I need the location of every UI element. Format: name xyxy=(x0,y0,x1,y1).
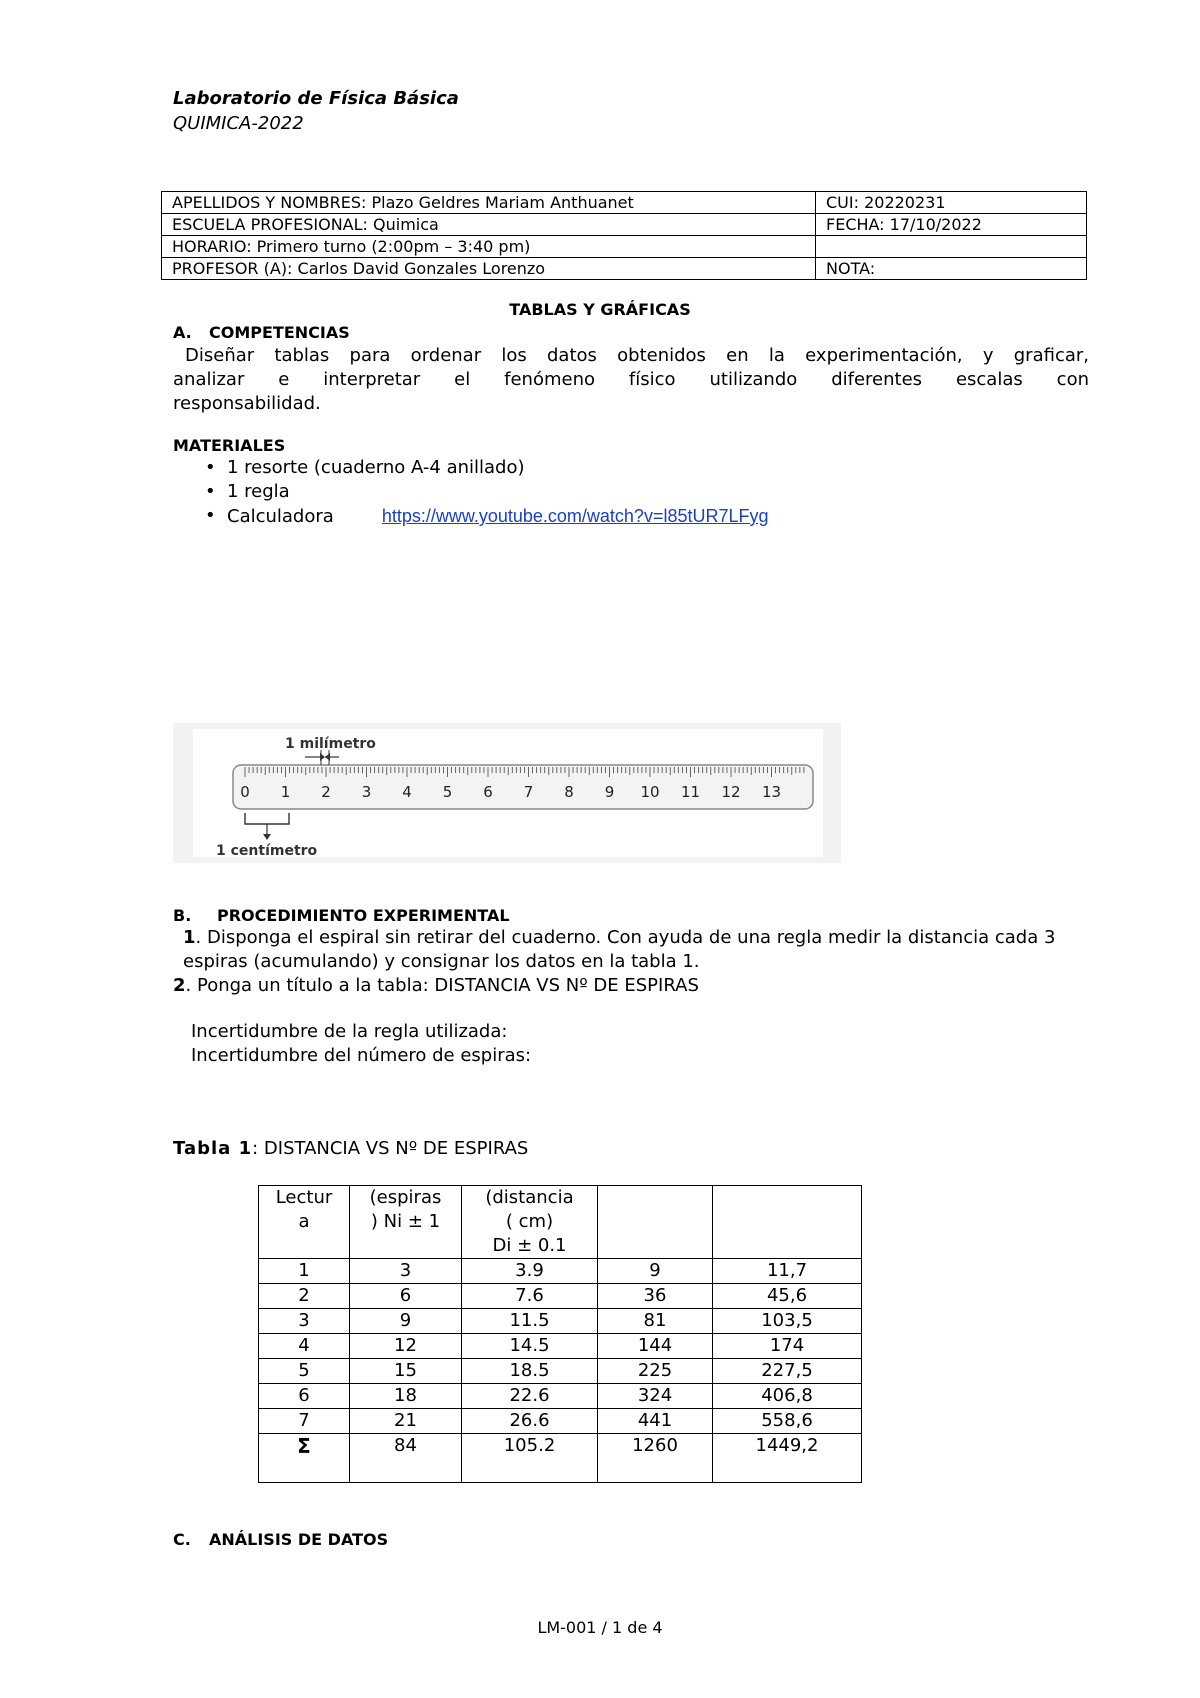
header-line: ) Ni ± 1 xyxy=(370,1211,441,1232)
table-cell: 324 xyxy=(598,1384,713,1409)
bullet-icon: • xyxy=(205,481,216,502)
ruler-number: 10 xyxy=(640,783,660,801)
table-cell: 45,6 xyxy=(713,1284,862,1309)
paragraph-line: Diseñar tablas para ordenar los datos obtenidos en la experimentación, y graficar, xyxy=(185,345,1089,366)
youtube-link[interactable]: https://www.youtube.com/watch?v=l85tUR7LFyg xyxy=(381,506,769,526)
procedure-step-1 xyxy=(173,926,1089,974)
procedimiento-heading xyxy=(173,906,510,925)
table-cell: 36 xyxy=(598,1284,713,1309)
grade-cell: NOTA: xyxy=(816,258,1087,280)
info-row xyxy=(162,214,1087,236)
table-cell: 18 xyxy=(350,1384,462,1409)
list-item xyxy=(205,456,769,480)
ruler-number: 3 xyxy=(361,783,372,801)
ruler-number: 4 xyxy=(402,783,412,801)
info-row xyxy=(162,192,1087,214)
table-cell: 2 xyxy=(259,1284,350,1309)
data-table xyxy=(258,1185,862,1483)
ruler-svg xyxy=(173,695,841,863)
table-cell: 22.6 xyxy=(462,1384,598,1409)
ruler-number: 9 xyxy=(604,783,615,801)
table-caption xyxy=(173,1138,528,1159)
heading-text: PROCEDIMIENTO EXPERIMENTAL xyxy=(217,906,510,925)
list-item xyxy=(205,480,769,504)
table-cell: 9 xyxy=(598,1259,713,1284)
item-text: 1 regla xyxy=(227,481,290,502)
table-cell: 7.6 xyxy=(462,1284,598,1309)
list-item xyxy=(205,504,769,528)
caption-label: Tabla 1 xyxy=(173,1138,253,1159)
table-cell: 1260 xyxy=(598,1434,713,1483)
materials-list xyxy=(205,456,769,528)
header-cell xyxy=(350,1186,462,1259)
header-line: a xyxy=(298,1211,310,1232)
heading-text: ANÁLISIS DE DATOS xyxy=(209,1530,389,1549)
table-cell: 81 xyxy=(598,1309,713,1334)
sigma-cell: Σ xyxy=(259,1434,350,1483)
section-number: A. xyxy=(173,323,192,342)
header-line: ( cm) xyxy=(505,1211,554,1232)
item-text: 1 resorte (cuaderno A-4 anillado) xyxy=(227,457,525,478)
bullet-icon: • xyxy=(205,457,216,478)
ruler-number: 0 xyxy=(240,783,250,801)
table-cell: 3 xyxy=(259,1309,350,1334)
table-cell: 227,5 xyxy=(713,1359,862,1384)
table-cell: 7 xyxy=(259,1409,350,1434)
millimeter-label: 1 milímetro xyxy=(285,736,376,752)
header-line: (espiras xyxy=(369,1187,442,1208)
section-number: B. xyxy=(173,906,192,925)
student-name-cell: APELLIDOS Y NOMBRES: Plazo Geldres Mariam Anthuanet xyxy=(162,192,816,214)
section-number: C. xyxy=(173,1530,191,1549)
header-line: Di ± 0.1 xyxy=(492,1235,567,1256)
table-cell: 1449,2 xyxy=(713,1434,862,1483)
table-cell: 84 xyxy=(350,1434,462,1483)
table-cell: 11.5 xyxy=(462,1309,598,1334)
table-cell: 406,8 xyxy=(713,1384,862,1409)
date-cell: FECHA: 17/10/2022 xyxy=(816,214,1087,236)
table-cell: 6 xyxy=(259,1384,350,1409)
table-row xyxy=(259,1384,862,1409)
section-title: TABLAS Y GRÁFICAS xyxy=(509,300,691,319)
bullet-icon: • xyxy=(205,505,216,526)
header-line: (distancia xyxy=(485,1187,574,1208)
header-cell xyxy=(462,1186,598,1259)
analisis-heading xyxy=(173,1530,388,1549)
competencias-heading xyxy=(173,323,350,342)
cui-cell: CUI: 20220231 xyxy=(816,192,1087,214)
table-cell: 5 xyxy=(259,1359,350,1384)
ruler-number: 13 xyxy=(761,783,782,801)
table-cell: 14.5 xyxy=(462,1334,598,1359)
paragraph-line: responsabilidad. xyxy=(173,393,321,414)
table-header-row xyxy=(259,1186,862,1259)
table-row xyxy=(259,1409,862,1434)
ruler-number: 11 xyxy=(680,783,701,801)
table-cell: 4 xyxy=(259,1334,350,1359)
document-subtitle: QUIMICA-2022 xyxy=(173,113,304,134)
caption-text: : DISTANCIA VS Nº DE ESPIRAS xyxy=(252,1138,529,1159)
step-text: . Disponga el espiral sin retirar del cuaderno. Con ayuda de una regla medir la distancia cada 3 espiras (acumulando) y consignar los datos en la tabla 1. xyxy=(183,927,1056,972)
ruler-number: 12 xyxy=(721,783,741,801)
centimeter-label: 1 centímetro xyxy=(216,843,318,859)
table-row xyxy=(259,1284,862,1309)
table-cell: 11,7 xyxy=(713,1259,862,1284)
table-cell: 105.2 xyxy=(462,1434,598,1483)
table-cell: 1 xyxy=(259,1259,350,1284)
item-text: Calculadora xyxy=(227,506,334,527)
empty-cell xyxy=(816,236,1087,258)
step-text: . Ponga un título a la tabla: DISTANCIA VS Nº DE ESPIRAS xyxy=(185,975,699,996)
competencias-paragraph xyxy=(173,344,1089,416)
step-number: 1 xyxy=(183,927,196,948)
uncertainty-block xyxy=(191,1020,531,1068)
table-cell: 558,6 xyxy=(713,1409,862,1434)
table-row xyxy=(259,1309,862,1334)
table-cell: 9 xyxy=(350,1309,462,1334)
school-cell: ESCUELA PROFESIONAL: Quimica xyxy=(162,214,816,236)
header-cell xyxy=(598,1186,713,1259)
table-row xyxy=(259,1259,862,1284)
ruler-number: 2 xyxy=(321,783,331,801)
info-row xyxy=(162,236,1087,258)
table-cell: 18.5 xyxy=(462,1359,598,1384)
table-cell: 174 xyxy=(713,1334,862,1359)
header-line: Lectur xyxy=(275,1187,333,1208)
ruler-number: 6 xyxy=(483,783,493,801)
ruler-number: 1 xyxy=(280,783,291,801)
table-cell: 3 xyxy=(350,1259,462,1284)
table-cell: 26.6 xyxy=(462,1409,598,1434)
table-cell: 21 xyxy=(350,1409,462,1434)
student-info-table xyxy=(161,191,1087,280)
document-title: Laboratorio de Física Básica xyxy=(173,88,459,109)
ruler-number: 8 xyxy=(564,783,574,801)
schedule-cell: HORARIO: Primero turno (2:00pm – 3:40 pm) xyxy=(162,236,816,258)
table-row xyxy=(259,1359,862,1384)
heading-text: COMPETENCIAS xyxy=(209,323,350,342)
procedure-text xyxy=(173,926,1089,998)
uncertainty-turns: Incertidumbre del número de espiras: xyxy=(191,1045,532,1066)
table-cell: 144 xyxy=(598,1334,713,1359)
ruler-number: 7 xyxy=(523,783,534,801)
table-row xyxy=(259,1334,862,1359)
step-number: 2 xyxy=(173,975,186,996)
table-cell: 15 xyxy=(350,1359,462,1384)
info-row xyxy=(162,258,1087,280)
header-cell xyxy=(713,1186,862,1259)
table-cell: 12 xyxy=(350,1334,462,1359)
table-cell: 6 xyxy=(350,1284,462,1309)
uncertainty-ruler: Incertidumbre de la regla utilizada: xyxy=(191,1021,508,1042)
header-cell xyxy=(259,1186,350,1259)
page-footer: LM-001 / 1 de 4 xyxy=(537,1618,663,1637)
table-cell: 225 xyxy=(598,1359,713,1384)
materiales-heading: MATERIALES xyxy=(173,436,286,455)
table-cell: 103,5 xyxy=(713,1309,862,1334)
sum-row xyxy=(259,1434,862,1483)
table-cell: 3.9 xyxy=(462,1259,598,1284)
table-cell: 441 xyxy=(598,1409,713,1434)
procedure-step-2 xyxy=(173,974,1089,998)
ruler-illustration xyxy=(173,695,841,863)
paragraph-line: analizar e interpretar el fenómeno físico utilizando diferentes escalas con xyxy=(173,369,1089,390)
ruler-number: 5 xyxy=(442,783,453,801)
professor-cell: PROFESOR (A): Carlos David Gonzales Lorenzo xyxy=(162,258,816,280)
